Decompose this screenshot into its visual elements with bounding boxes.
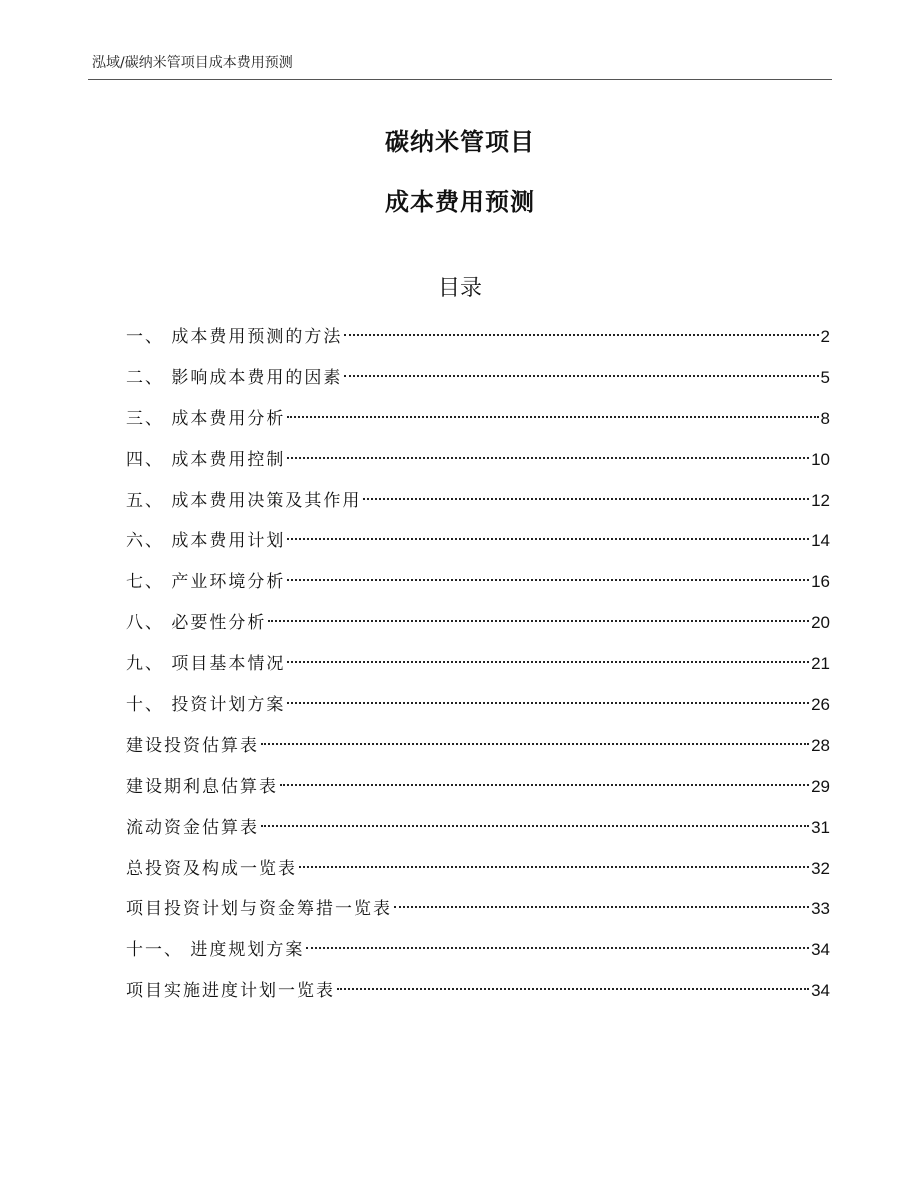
toc-entry[interactable]	[126, 363, 830, 404]
toc-entry[interactable]	[126, 935, 830, 976]
header-divider	[88, 79, 832, 80]
toc-entry-page: 10	[811, 449, 830, 469]
toc-entry-page: 2	[820, 327, 830, 346]
toc-entry[interactable]	[126, 976, 830, 1017]
toc-entry-label: 七、 产业环境分析	[126, 572, 286, 593]
toc-entry-page: 33	[811, 899, 830, 919]
toc-entry-label: 九、 项目基本情况	[126, 654, 286, 675]
toc-dot-leader	[344, 334, 818, 336]
toc-dot-leader	[287, 538, 809, 540]
toc-entry[interactable]	[126, 731, 830, 772]
toc-dot-leader	[280, 784, 809, 786]
toc-entry[interactable]	[126, 854, 830, 895]
toc-entry-label: 四、 成本费用控制	[126, 449, 286, 470]
toc-entry-label: 十、 投资计划方案	[126, 695, 286, 716]
toc-entry-page: 34	[811, 981, 830, 1001]
toc-entry-page: 28	[811, 735, 830, 755]
toc-entry-page: 21	[811, 654, 830, 674]
toc-entry-page: 5	[820, 367, 830, 387]
toc-entry-page: 34	[811, 940, 830, 960]
toc-entry-label: 五、 成本费用决策及其作用	[126, 490, 362, 511]
toc-entry-label: 建设投资估算表	[126, 735, 259, 756]
toc-dot-leader	[287, 457, 809, 459]
toc-entry-page: 29	[811, 776, 830, 796]
toc-entry-page: 20	[811, 613, 830, 633]
toc-entry[interactable]	[126, 526, 830, 567]
toc-entry[interactable]	[126, 894, 830, 935]
toc-entry-label: 建设期利息估算表	[126, 776, 278, 797]
toc-dot-leader	[344, 375, 818, 377]
toc-entry-page: 32	[811, 858, 830, 878]
toc-dot-leader	[261, 743, 809, 745]
toc-entry[interactable]	[126, 649, 830, 690]
toc-entry[interactable]	[126, 608, 830, 649]
toc-dot-leader	[287, 579, 809, 581]
toc-dot-leader	[299, 866, 809, 868]
toc-entry-page: 31	[811, 817, 830, 837]
toc-entry-label: 项目投资计划与资金筹措一览表	[126, 899, 392, 920]
toc-entry-label: 二、 影响成本费用的因素	[126, 367, 343, 388]
toc-entry-label: 一、 成本费用预测的方法	[126, 327, 343, 347]
toc-dot-leader	[287, 661, 809, 663]
toc-entry-label: 总投资及构成一览表	[126, 858, 297, 879]
toc-entry-label: 流动资金估算表	[126, 817, 259, 838]
toc-dot-leader	[287, 416, 818, 418]
toc-dot-leader	[287, 702, 809, 704]
toc-entry[interactable]	[126, 322, 830, 363]
toc-entry[interactable]	[126, 404, 830, 445]
toc-entry[interactable]	[126, 690, 830, 731]
toc-entry-page: 12	[811, 490, 830, 510]
toc-dot-leader	[337, 988, 809, 990]
toc-dot-leader	[268, 620, 809, 622]
toc-entry[interactable]	[126, 772, 830, 813]
toc-dot-leader	[363, 498, 809, 500]
toc-entry-label: 三、 成本费用分析	[126, 408, 286, 429]
toc-entry-label: 十一、 进度规划方案	[126, 940, 305, 961]
toc-dot-leader	[394, 906, 809, 908]
document-title-line-2: 成本费用预测	[385, 188, 535, 216]
toc-entry[interactable]	[126, 445, 830, 486]
toc-entry[interactable]	[126, 813, 830, 854]
toc-dot-leader	[261, 825, 809, 827]
document-title-line-1: 碳纳米管项目	[385, 128, 535, 156]
toc-entry-page: 8	[820, 408, 830, 428]
table-of-contents	[126, 322, 830, 1017]
running-header: 泓域/碳纳米管项目成本费用预测	[92, 55, 293, 71]
toc-entry-label: 八、 必要性分析	[126, 613, 267, 634]
toc-dot-leader	[306, 947, 809, 949]
toc-entry[interactable]	[126, 486, 830, 527]
toc-entry[interactable]	[126, 567, 830, 608]
toc-entry-page: 16	[811, 572, 830, 592]
toc-heading: 目录	[437, 276, 482, 301]
toc-entry-page: 14	[811, 531, 830, 551]
toc-entry-label: 六、 成本费用计划	[126, 531, 286, 552]
toc-entry-label: 项目实施进度计划一览表	[126, 981, 335, 1002]
toc-entry-page: 26	[811, 695, 830, 715]
